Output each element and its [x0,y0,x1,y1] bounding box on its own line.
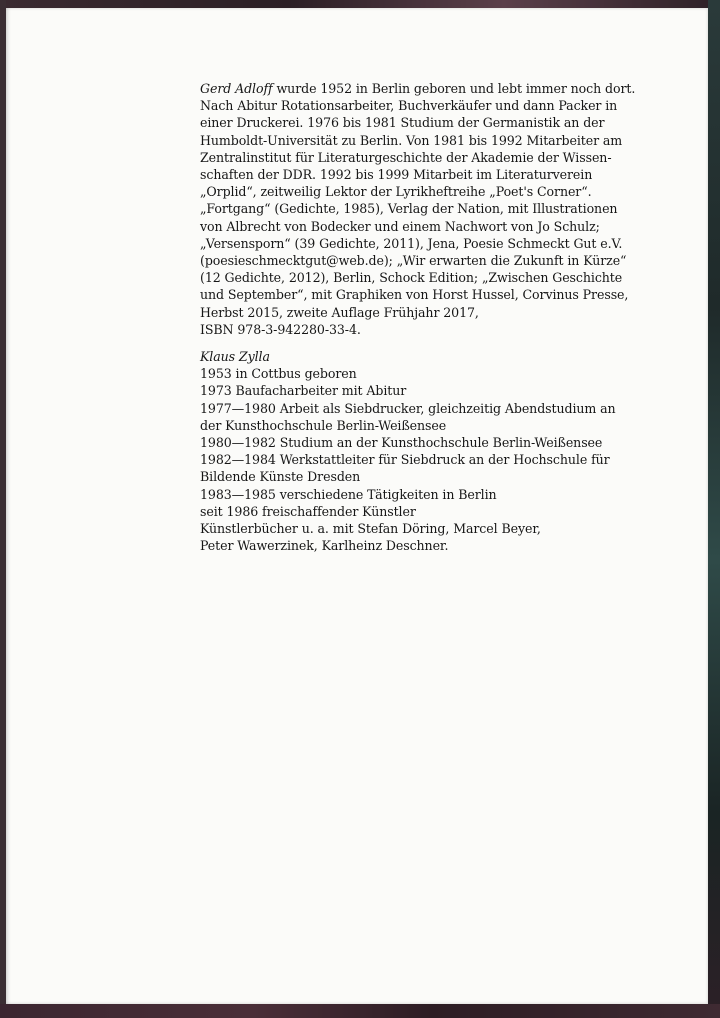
bio-line: einer Druckerei. 1976 bis 1981 Studium der Germanistik an der [200,115,605,131]
bio-line: 1982—1984 Werkstattleiter für Siebdruck an der Hochschule für [200,452,610,468]
book-cover-edge-bottom [0,1004,720,1018]
book-page [6,8,708,1004]
bio-line: Zentralinstitut für Literaturgeschichte der Akademie der Wissen- [200,149,612,165]
artist-name: Klaus Zylla [200,349,270,364]
bio-line: 1980—1982 Studium an der Kunsthochschule Berlin-Weißensee [200,435,603,451]
page-gutter-shadow [6,8,11,1004]
bio-line: 1977—1980 Arbeit als Siebdrucker, gleichzeitig Abendstudium an [200,400,616,416]
bio-line: schaften der DDR. 1992 bis 1999 Mitarbeit im Literaturverein [200,167,593,183]
bio-line: von Albrecht von Bodecker und einem Nachwort von Jo Schulz; [200,218,600,234]
bio-line: seit 1986 freischaffender Künstler [200,503,416,519]
bio-line: (12 Gedichte, 2012), Berlin, Schock Edition; „Zwischen Geschichte [200,270,623,286]
bio-line: der Kunsthochschule Berlin-Weißensee [200,417,447,433]
bio-line: 1973 Baufacharbeiter mit Abitur [200,383,407,399]
bio-line: 1983—1985 verschiedene Tätigkeiten in Berlin [200,486,497,502]
bio-line: und September“, mit Graphiken von Horst Hussel, Corvinus Presse, [200,287,629,303]
bio-line: „Fortgang“ (Gedichte, 1985), Verlag der Nation, mit Illustrationen [200,201,618,217]
bio-line: (poesieschmecktgut@web.de); „Wir erwarten die Zukunft in Kürze“ [200,253,627,269]
bio-line: Gerd Adloff wurde 1952 in Berlin geboren und lebt immer noch dort. [200,81,636,96]
author-bio-gerd-adloff [200,80,636,338]
artist-bio-klaus-zylla [200,348,616,554]
bio-line: Humboldt-Universität zu Berlin. Von 1981 bis 1992 Mitarbeiter am [200,132,623,148]
bio-line: Künstlerbücher u. a. mit Stefan Döring, Marcel Beyer, [200,521,541,537]
bio-line: Peter Wawerzinek, Karlheinz Deschner. [200,538,449,554]
bio-line: „Versensporn“ (39 Gedichte, 2011), Jena, Poesie Schmeckt Gut e.V. [200,235,623,251]
bio-line: 1953 in Cottbus geboren [200,366,357,382]
bio-line: „Orplid“, zeitweilig Lektor der Lyrikheftreihe „Poet's Corner“. [200,184,592,200]
author-name: Gerd Adloff [200,81,273,96]
bio-line: ISBN 978-3-942280-33-4. [200,321,361,337]
bio-line: Herbst 2015, zweite Auflage Frühjahr 2017, [200,304,479,320]
bio-line: Bildende Künste Dresden [200,469,361,485]
book-cover-edge-right [708,0,720,1018]
bio-line: Nach Abitur Rotationsarbeiter, Buchverkäufer und dann Packer in [200,98,618,114]
